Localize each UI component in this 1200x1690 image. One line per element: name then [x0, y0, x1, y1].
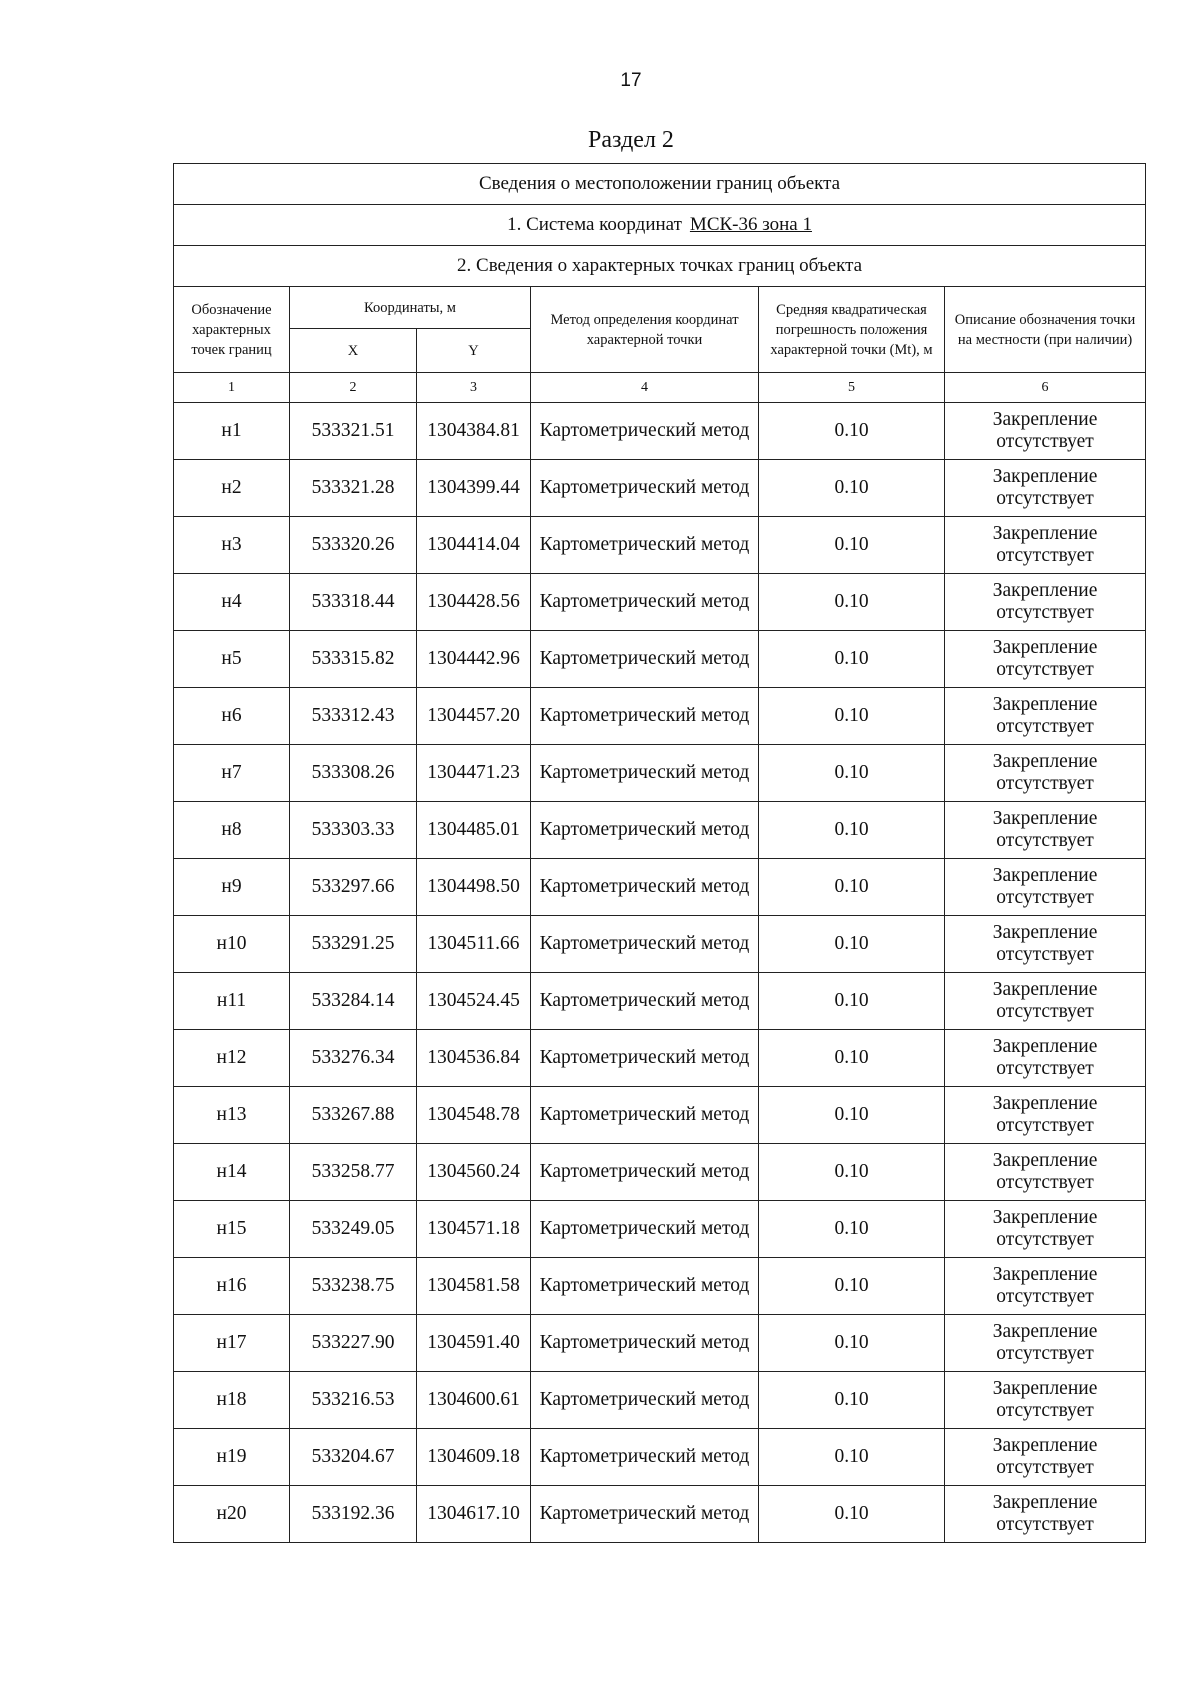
error-cell: 0.10 [759, 574, 945, 631]
y-coordinate-cell: 1304457.20 [417, 688, 531, 745]
description-line: отсутствует [996, 1229, 1094, 1250]
description-line: Закрепление [992, 580, 1098, 601]
method-cell: Картометрический метод [531, 1144, 759, 1201]
method-cell: Картометрический метод [531, 688, 759, 745]
x-coordinate-cell: 533291.25 [290, 916, 417, 973]
table-row [174, 1372, 1146, 1429]
error-cell: 0.10 [759, 460, 945, 517]
col-header-error: Средняя квадратическая погрешность положения характерной точки (Mt), м [759, 287, 945, 373]
error-cell: 0.10 [759, 1429, 945, 1486]
description-line: Закрепление [992, 1321, 1098, 1342]
points-header: 2. Сведения о характерных точках границ объекта [174, 246, 1146, 287]
col-header-coords: Координаты, м [290, 287, 531, 329]
description-line: отсутствует [996, 488, 1094, 509]
point-cell: н4 [174, 574, 290, 631]
col-header-y: Y [417, 329, 531, 373]
description-cell [945, 802, 1146, 859]
description-line: отсутствует [996, 944, 1094, 965]
y-coordinate-cell: 1304442.96 [417, 631, 531, 688]
error-cell: 0.10 [759, 1144, 945, 1201]
method-cell: Картометрический метод [531, 973, 759, 1030]
point-cell: н7 [174, 745, 290, 802]
col-header-method: Метод определения координат характерной точки [531, 287, 759, 373]
point-cell: н14 [174, 1144, 290, 1201]
x-coordinate-cell: 533315.82 [290, 631, 417, 688]
table-row [174, 1486, 1146, 1543]
error-cell: 0.10 [759, 1486, 945, 1543]
y-coordinate-cell: 1304560.24 [417, 1144, 531, 1201]
x-coordinate-cell: 533303.33 [290, 802, 417, 859]
description-line: отсутствует [996, 887, 1094, 908]
method-cell: Картометрический метод [531, 1201, 759, 1258]
point-cell: н9 [174, 859, 290, 916]
description-line: отсутствует [996, 830, 1094, 851]
y-coordinate-cell: 1304399.44 [417, 460, 531, 517]
x-coordinate-cell: 533276.34 [290, 1030, 417, 1087]
description-cell [945, 1258, 1146, 1315]
description-line: отсутствует [996, 1172, 1094, 1193]
point-cell: н8 [174, 802, 290, 859]
y-coordinate-cell: 1304536.84 [417, 1030, 531, 1087]
error-cell: 0.10 [759, 631, 945, 688]
method-cell: Картометрический метод [531, 1372, 759, 1429]
description-line: отсутствует [996, 1343, 1094, 1364]
point-cell: н10 [174, 916, 290, 973]
description-line: Закрепление [992, 751, 1098, 772]
description-line: отсутствует [996, 431, 1094, 452]
description-line: Закрепление [992, 1036, 1098, 1057]
column-number: 3 [417, 373, 531, 403]
x-coordinate-cell: 533192.36 [290, 1486, 417, 1543]
description-cell [945, 688, 1146, 745]
description-line: отсутствует [996, 1058, 1094, 1079]
description-line: Закрепление [992, 466, 1098, 487]
method-cell: Картометрический метод [531, 1087, 759, 1144]
table-row [174, 916, 1146, 973]
point-cell: н2 [174, 460, 290, 517]
table-row [174, 631, 1146, 688]
description-cell [945, 460, 1146, 517]
method-cell: Картометрический метод [531, 460, 759, 517]
description-line: отсутствует [996, 773, 1094, 794]
table-row [174, 1429, 1146, 1486]
col-header-description: Описание обозначения точки на местности (при наличии) [945, 287, 1146, 373]
x-coordinate-cell: 533258.77 [290, 1144, 417, 1201]
method-cell: Картометрический метод [531, 1429, 759, 1486]
description-line: Закрепление [992, 979, 1098, 1000]
y-coordinate-cell: 1304384.81 [417, 403, 531, 460]
y-coordinate-cell: 1304581.58 [417, 1258, 531, 1315]
description-line: Закрепление [992, 637, 1098, 658]
method-cell: Картометрический метод [531, 802, 759, 859]
error-cell: 0.10 [759, 745, 945, 802]
point-cell: н18 [174, 1372, 290, 1429]
description-cell [945, 1030, 1146, 1087]
point-cell: н15 [174, 1201, 290, 1258]
column-number: 1 [174, 373, 290, 403]
y-coordinate-cell: 1304591.40 [417, 1315, 531, 1372]
y-coordinate-cell: 1304428.56 [417, 574, 531, 631]
point-cell: н5 [174, 631, 290, 688]
point-cell: н16 [174, 1258, 290, 1315]
column-number: 6 [945, 373, 1146, 403]
method-cell: Картометрический метод [531, 1486, 759, 1543]
description-line: Закрепление [992, 1492, 1098, 1513]
coord-system-label: 1. Система координат [507, 214, 682, 235]
table-row [174, 688, 1146, 745]
column-number: 4 [531, 373, 759, 403]
x-coordinate-cell: 533308.26 [290, 745, 417, 802]
y-coordinate-cell: 1304571.18 [417, 1201, 531, 1258]
y-coordinate-cell: 1304600.61 [417, 1372, 531, 1429]
description-line: Закрепление [992, 1435, 1098, 1456]
description-cell [945, 1087, 1146, 1144]
y-coordinate-cell: 1304524.45 [417, 973, 531, 1030]
description-cell [945, 1315, 1146, 1372]
table-row [174, 460, 1146, 517]
table-row [174, 517, 1146, 574]
point-cell: н13 [174, 1087, 290, 1144]
description-cell [945, 631, 1146, 688]
description-cell [945, 1144, 1146, 1201]
description-line: Закрепление [992, 865, 1098, 886]
description-line: отсутствует [996, 1001, 1094, 1022]
method-cell: Картометрический метод [531, 631, 759, 688]
point-cell: н12 [174, 1030, 290, 1087]
x-coordinate-cell: 533318.44 [290, 574, 417, 631]
point-cell: н17 [174, 1315, 290, 1372]
coord-system-row [174, 205, 1146, 246]
table-title: Сведения о местоположении границ объекта [174, 164, 1146, 205]
description-line: отсутствует [996, 659, 1094, 680]
method-cell: Картометрический метод [531, 517, 759, 574]
x-coordinate-cell: 533204.67 [290, 1429, 417, 1486]
error-cell: 0.10 [759, 403, 945, 460]
table-row [174, 802, 1146, 859]
table-row [174, 1087, 1146, 1144]
description-line: Закрепление [992, 1207, 1098, 1228]
col-header-x: X [290, 329, 417, 373]
error-cell: 0.10 [759, 1030, 945, 1087]
section-title: Раздел 2 [588, 127, 674, 153]
x-coordinate-cell: 533216.53 [290, 1372, 417, 1429]
y-coordinate-cell: 1304414.04 [417, 517, 531, 574]
table-row [174, 1315, 1146, 1372]
error-cell: 0.10 [759, 1372, 945, 1429]
method-cell: Картометрический метод [531, 1258, 759, 1315]
description-cell [945, 1429, 1146, 1486]
point-cell: н3 [174, 517, 290, 574]
table-row [174, 1201, 1146, 1258]
table-row [174, 1030, 1146, 1087]
description-line: отсутствует [996, 1457, 1094, 1478]
description-line: Закрепление [992, 1150, 1098, 1171]
error-cell: 0.10 [759, 802, 945, 859]
description-cell [945, 517, 1146, 574]
description-line: Закрепление [992, 694, 1098, 715]
x-coordinate-cell: 533321.51 [290, 403, 417, 460]
x-coordinate-cell: 533320.26 [290, 517, 417, 574]
description-line: отсутствует [996, 602, 1094, 623]
method-cell: Картометрический метод [531, 859, 759, 916]
point-cell: н11 [174, 973, 290, 1030]
page-number: 17 [620, 70, 642, 91]
boundary-points-table [173, 163, 1146, 1543]
table-row [174, 745, 1146, 802]
error-cell: 0.10 [759, 1201, 945, 1258]
table-row [174, 403, 1146, 460]
x-coordinate-cell: 533227.90 [290, 1315, 417, 1372]
description-line: отсутствует [996, 1115, 1094, 1136]
table-row [174, 574, 1146, 631]
description-cell [945, 973, 1146, 1030]
description-cell [945, 1372, 1146, 1429]
description-cell [945, 745, 1146, 802]
description-cell [945, 916, 1146, 973]
column-number: 5 [759, 373, 945, 403]
description-line: отсутствует [996, 1400, 1094, 1421]
method-cell: Картометрический метод [531, 574, 759, 631]
error-cell: 0.10 [759, 859, 945, 916]
point-cell: н1 [174, 403, 290, 460]
x-coordinate-cell: 533297.66 [290, 859, 417, 916]
description-line: Закрепление [992, 1264, 1098, 1285]
y-coordinate-cell: 1304511.66 [417, 916, 531, 973]
description-cell [945, 574, 1146, 631]
y-coordinate-cell: 1304617.10 [417, 1486, 531, 1543]
description-line: Закрепление [992, 922, 1098, 943]
description-cell [945, 859, 1146, 916]
error-cell: 0.10 [759, 517, 945, 574]
x-coordinate-cell: 533321.28 [290, 460, 417, 517]
points-header-row [174, 246, 1146, 287]
description-line: отсутствует [996, 1286, 1094, 1307]
description-line: Закрепление [992, 523, 1098, 544]
y-coordinate-cell: 1304548.78 [417, 1087, 531, 1144]
table-row [174, 973, 1146, 1030]
method-cell: Картометрический метод [531, 745, 759, 802]
y-coordinate-cell: 1304609.18 [417, 1429, 531, 1486]
table-row [174, 859, 1146, 916]
method-cell: Картометрический метод [531, 403, 759, 460]
x-coordinate-cell: 533267.88 [290, 1087, 417, 1144]
point-cell: н20 [174, 1486, 290, 1543]
description-line: Закрепление [992, 1093, 1098, 1114]
error-cell: 0.10 [759, 1258, 945, 1315]
description-cell [945, 1486, 1146, 1543]
description-line: отсутствует [996, 1514, 1094, 1535]
error-cell: 0.10 [759, 1315, 945, 1372]
error-cell: 0.10 [759, 973, 945, 1030]
column-number: 2 [290, 373, 417, 403]
column-header-row [174, 287, 1146, 329]
method-cell: Картометрический метод [531, 916, 759, 973]
x-coordinate-cell: 533249.05 [290, 1201, 417, 1258]
description-line: Закрепление [992, 808, 1098, 829]
y-coordinate-cell: 1304485.01 [417, 802, 531, 859]
table-row [174, 1258, 1146, 1315]
coord-system-cell [174, 205, 1146, 246]
x-coordinate-cell: 533238.75 [290, 1258, 417, 1315]
y-coordinate-cell: 1304471.23 [417, 745, 531, 802]
description-line: отсутствует [996, 716, 1094, 737]
table-title-row [174, 164, 1146, 205]
description-cell [945, 403, 1146, 460]
x-coordinate-cell: 533284.14 [290, 973, 417, 1030]
col-header-designation: Обозначение характерных точек границ [174, 287, 290, 373]
coord-system-value: МСК-36 зона 1 [689, 214, 812, 235]
y-coordinate-cell: 1304498.50 [417, 859, 531, 916]
point-cell: н6 [174, 688, 290, 745]
description-line: Закрепление [992, 409, 1098, 430]
method-cell: Картометрический метод [531, 1315, 759, 1372]
column-number-row [174, 373, 1146, 403]
error-cell: 0.10 [759, 1087, 945, 1144]
error-cell: 0.10 [759, 688, 945, 745]
error-cell: 0.10 [759, 916, 945, 973]
description-line: отсутствует [996, 545, 1094, 566]
table-row [174, 1144, 1146, 1201]
description-line: Закрепление [992, 1378, 1098, 1399]
x-coordinate-cell: 533312.43 [290, 688, 417, 745]
description-cell [945, 1201, 1146, 1258]
point-cell: н19 [174, 1429, 290, 1486]
method-cell: Картометрический метод [531, 1030, 759, 1087]
